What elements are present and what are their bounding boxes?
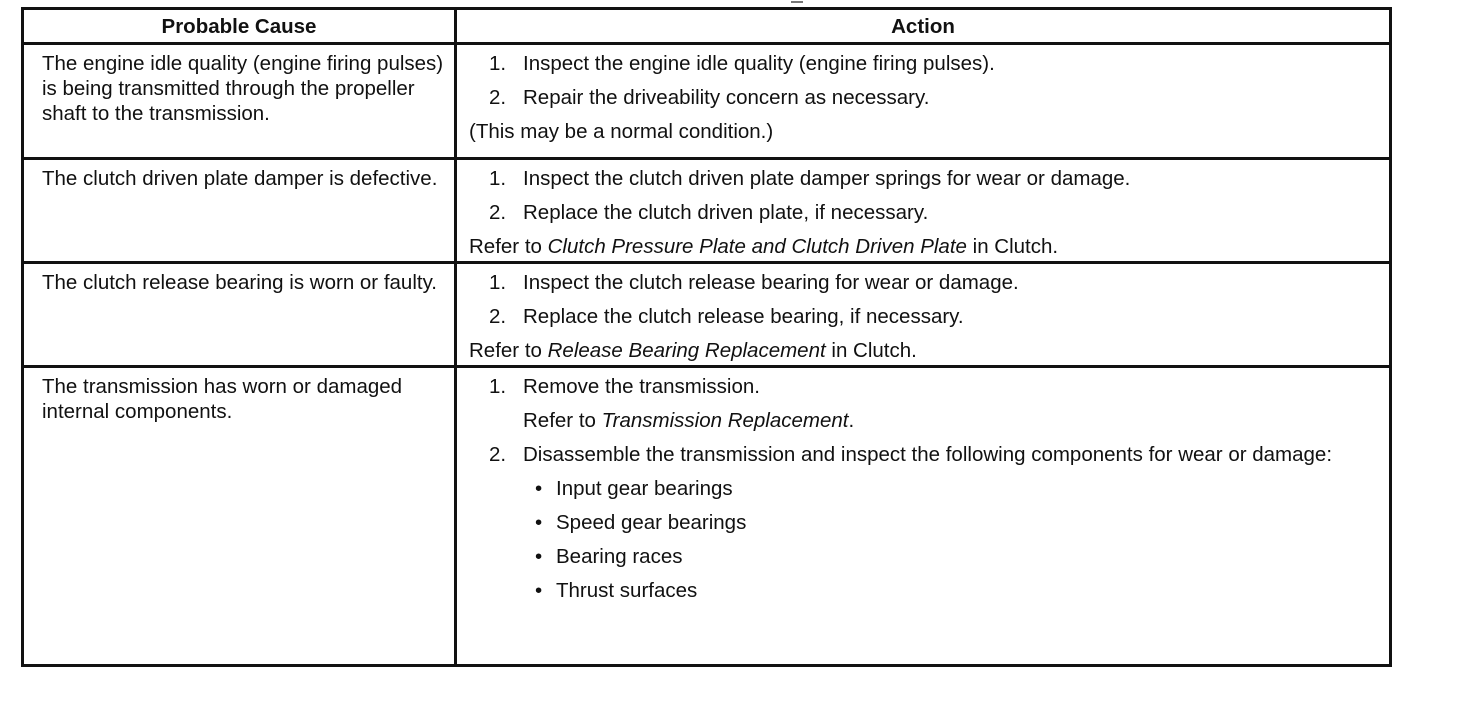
list-item-text: Thrust surfaces bbox=[556, 579, 698, 602]
step-text: Repair the driveability concern as necessary. bbox=[523, 86, 930, 109]
step-text: Remove the transmission. bbox=[523, 375, 760, 398]
scan-mark bbox=[791, 1, 803, 3]
reference-prefix: Refer to bbox=[469, 339, 548, 362]
row-3-step-1 bbox=[469, 270, 1381, 296]
row-1-action bbox=[457, 45, 1389, 160]
bullet-icon: • bbox=[535, 511, 543, 534]
step-number: 2. bbox=[489, 443, 507, 466]
step-text: Inspect the clutch release bearing for wear or damage. bbox=[523, 271, 1019, 294]
row-2-cause: The clutch driven plate damper is defective. bbox=[24, 160, 457, 264]
row-4-cause: The transmission has worn or damaged internal components. bbox=[24, 368, 457, 664]
step-number: 1. bbox=[489, 375, 507, 398]
row-1-step-2 bbox=[469, 85, 1381, 111]
step-text: Replace the clutch driven plate, if necessary. bbox=[523, 201, 929, 224]
list-item bbox=[535, 578, 1381, 604]
reference-link-text: Clutch Pressure Plate and Clutch Driven Plate bbox=[547, 235, 967, 258]
list-item bbox=[535, 544, 1381, 570]
row-1-cause: The engine idle quality (engine firing pulses) is being transmitted through the propeller shaft to the transmission. bbox=[24, 45, 457, 160]
step-number: 2. bbox=[489, 86, 507, 109]
row-3-step-2 bbox=[469, 304, 1381, 330]
row-3-reference bbox=[469, 338, 1381, 363]
step-number: 2. bbox=[489, 305, 507, 328]
row-3-action bbox=[457, 264, 1389, 368]
step-text: Disassemble the transmission and inspect the following components for wear or damage: bbox=[523, 443, 1333, 466]
bullet-icon: • bbox=[535, 579, 543, 602]
row-2-action bbox=[457, 160, 1389, 264]
reference-link-text: Release Bearing Replacement bbox=[547, 339, 826, 362]
row-4-step-1 bbox=[469, 374, 1381, 434]
reference-suffix: . bbox=[848, 409, 855, 432]
reference-suffix: in Clutch. bbox=[825, 339, 917, 362]
header-probable-cause: Probable Cause bbox=[24, 10, 457, 45]
list-item-text: Speed gear bearings bbox=[556, 511, 747, 534]
list-item-text: Input gear bearings bbox=[556, 477, 733, 500]
row-2-reference bbox=[469, 234, 1381, 259]
step-number: 1. bbox=[489, 52, 507, 75]
row-2-step-1 bbox=[469, 166, 1381, 192]
step-number: 1. bbox=[489, 167, 507, 190]
row-2-step-2 bbox=[469, 200, 1381, 226]
bullet-icon: • bbox=[535, 545, 543, 568]
reference-prefix: Refer to bbox=[469, 235, 548, 258]
component-list bbox=[523, 476, 1381, 604]
header-action: Action bbox=[457, 10, 1389, 45]
row-1-step-1 bbox=[469, 51, 1381, 77]
reference-suffix: in Clutch. bbox=[966, 235, 1059, 258]
step-text: Inspect the engine idle quality (engine firing pulses). bbox=[523, 52, 995, 75]
list-item-text: Bearing races bbox=[556, 545, 683, 568]
row-4-action bbox=[457, 368, 1389, 664]
list-item bbox=[535, 510, 1381, 536]
step-text: Replace the clutch release bearing, if necessary. bbox=[523, 305, 964, 328]
row-4-step-1-reference bbox=[523, 408, 1381, 434]
row-1-note: (This may be a normal condition.) bbox=[469, 120, 774, 143]
step-number: 1. bbox=[489, 271, 507, 294]
step-text: Inspect the clutch driven plate damper springs for wear or damage. bbox=[523, 167, 1131, 190]
reference-link-text: Transmission Replacement bbox=[601, 409, 849, 432]
bullet-icon: • bbox=[535, 477, 543, 500]
list-item bbox=[535, 476, 1381, 502]
reference-prefix: Refer to bbox=[523, 409, 602, 432]
diagnostic-table bbox=[21, 7, 1392, 667]
step-number: 2. bbox=[489, 201, 507, 224]
row-4-step-2 bbox=[469, 442, 1381, 604]
row-3-cause: The clutch release bearing is worn or faulty. bbox=[24, 264, 457, 368]
